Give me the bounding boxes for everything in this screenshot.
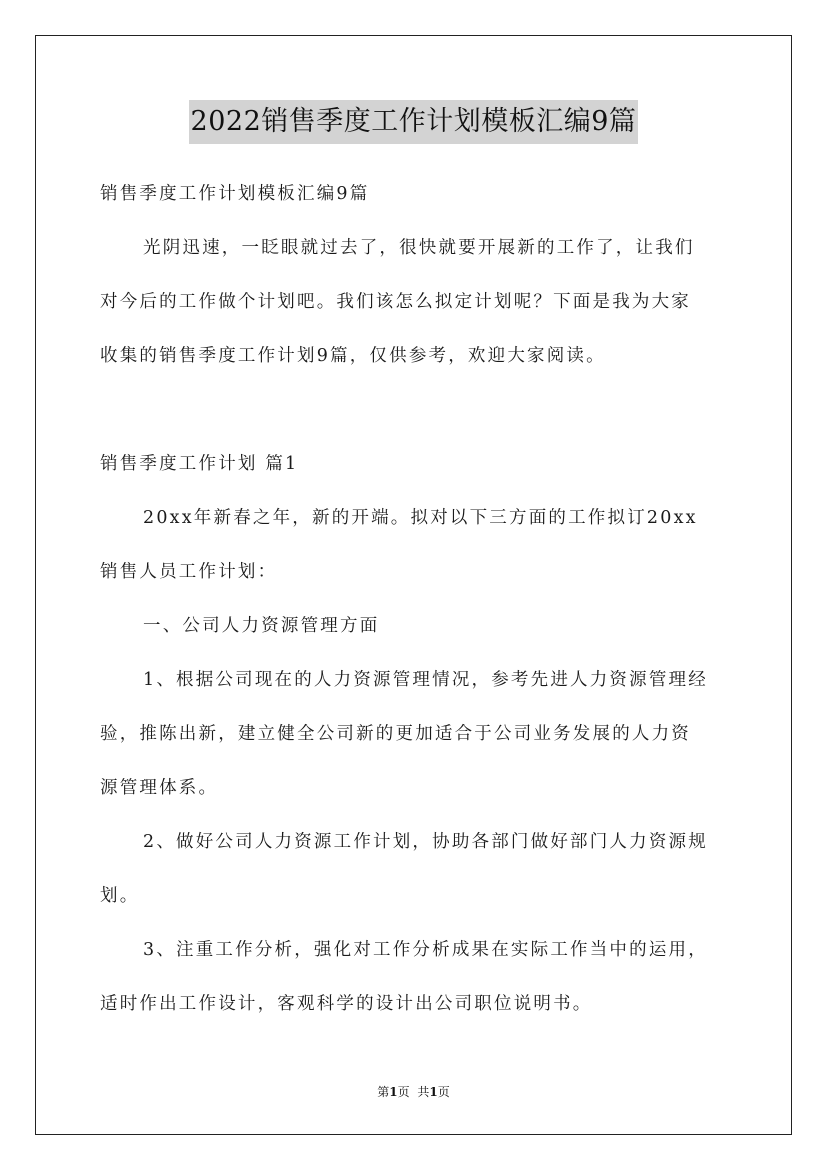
paragraph-line: 源管理体系。 — [100, 778, 219, 798]
total-prefix: 共 — [417, 1085, 430, 1099]
page-number: 1 — [389, 1085, 398, 1099]
paragraph-line: 2、做好公司人力资源工作计划，协助各部门做好部门人力资源规 — [143, 832, 708, 852]
paragraph-line: 适时作出工作设计，客观科学的设计出公司职位说明书。 — [100, 994, 593, 1014]
intro-line-3: 收集的销售季度工作计划9篇，仅供参考，欢迎大家阅读。 — [100, 346, 606, 366]
page-footer — [0, 1084, 827, 1100]
paragraph-line: 3、注重工作分析，强化对工作分析成果在实际工作当中的运用， — [143, 940, 708, 960]
total-number: 1 — [429, 1085, 438, 1099]
subsection-heading: 一、公司人力资源管理方面 — [143, 616, 380, 636]
intro-line-2: 对今后的工作做个计划吧。我们该怎么拟定计划呢？下面是我为大家 — [100, 292, 691, 312]
intro-line-1: 光阴迅速，一眨眼就过去了，很快就要开展新的工作了，让我们 — [143, 238, 695, 258]
title-container — [0, 100, 827, 144]
page-suffix: 页 — [397, 1085, 410, 1099]
page-prefix: 第 — [377, 1085, 390, 1099]
section-heading: 销售季度工作计划 篇1 — [100, 454, 299, 474]
total-suffix: 页 — [437, 1085, 450, 1099]
paragraph-line: 验，推陈出新，建立健全公司新的更加适合于公司业务发展的人力资 — [100, 724, 691, 744]
document-title: 2022销售季度工作计划模板汇编9篇 — [189, 100, 639, 144]
document-subtitle: 销售季度工作计划模板汇编9篇 — [100, 184, 370, 204]
paragraph-line: 1、根据公司现在的人力资源管理情况，参考先进人力资源管理经 — [143, 670, 708, 690]
paragraph-line: 划。 — [100, 886, 140, 906]
paragraph-line: 20xx年新春之年，新的开端。拟对以下三方面的工作拟订20xx — [143, 508, 698, 528]
paragraph-line: 销售人员工作计划： — [100, 562, 278, 582]
